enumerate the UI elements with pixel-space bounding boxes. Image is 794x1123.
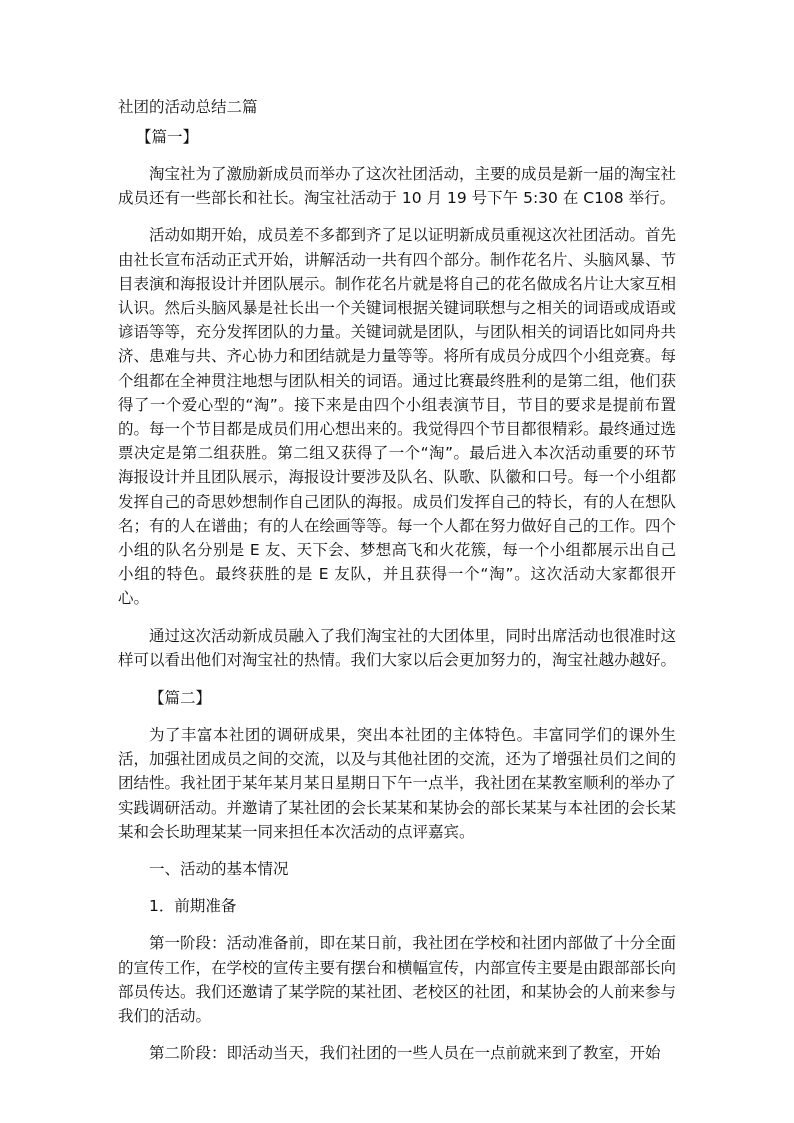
paragraph: 第二阶段：即活动当天，我们社团的一些人员在一点前就来到了教室，开始: [149, 1044, 661, 1063]
subheading: 一、活动的基本情况: [149, 860, 289, 879]
section-heading-part1: 【篇一】: [136, 128, 199, 146]
document-title: 社团的活动总结二篇: [118, 98, 258, 116]
paragraph: 淘宝社为了激励新成员而举办了这次社团活动，主要的成员是新一届的淘宝社成员还有一些部长和社长。淘宝社活动于 10 月 19 号下午 5:30 在 C108 举行。: [118, 165, 677, 208]
paragraph: 通过这次活动新成员融入了我们淘宝社的大团体里，同时出席活动也很准时这样可以看出他们对淘宝社的热情。我们大家以后会更加努力的，淘宝社越办越好。: [118, 626, 677, 669]
subheading: 1．前期准备: [149, 897, 237, 916]
document-body: [118, 94, 676, 1079]
paragraph: 第一阶段：活动准备前，即在某日前，我社团在学校和社团内部做了十分全面的宣传工作，在学校的宣传主要有摆台和横幅宣传，内部宣传主要是由跟部部长向部员传达。我们还邀请了某学院的某社团、老校区的社团，和某协会的人前来参与我们的活动。: [118, 934, 677, 1026]
section-heading-part2: 【篇二】: [149, 689, 212, 708]
paragraph: 为了丰富本社团的调研成果，突出本社团的主体特色。丰富同学们的课外生活，加强社团成员之间的交流，以及与其他社团的交流，还为了增强社员们之间的团结性。我社团于某年某月某日星期日下午一点半，我社团在某教室顺利的举办了实践调研活动。并邀请了某社团的会长某某和某协会的部长某某与本社团的会长某某和会长助理某某一同来担任本次活动的点评嘉宾。: [118, 726, 677, 841]
paragraph: 活动如期开始，成员差不多都到齐了足以证明新成员重视这次社团活动。首先由社长宣布活动正式开始，讲解活动一共有四个部分。制作花名片、头脑风暴、节目表演和海报设计并团队展示。制作花名片就是将自己的花名做成名片让大家互相认识。然后头脑风暴是社长出一个关键词根据关键词联想与之相关的词语或成语或谚语等等，充分发挥团队的力量。关键词就是团队，与团队相关的词语比如同舟共济、患难与共、齐心协力和团结就是力量等等。将所有成员分成四个小组竞赛。每个组都在全神贯注地想与团队相关的词语。通过比赛最终胜利的是第二组，他们获得了一个爱心型的“淘”。接下来是由四个小组表演节目，节目的要求是提前布置的。每一个节目都是成员们用心想出来的。我觉得四个节目都很精彩。最终通过选票决定是第二组获胜。第二组又获得了一个“淘”。最后进入本次活动重要的环节海报设计并且团队展示，海报设计要涉及队名、队歌、队徽和口号。每一个小组都发挥自己的奇思妙想制作自己团队的海报。成员们发挥自己的特长，有的人在想队名；有的人在谱曲；有的人在绘画等等。每一个人都在努力做好自己的工作。四个小组的队名分别是 E 友、天下会、梦想高飞和火花簇，每一个小组都展示出自己小组的特色。最终获胜的是 E 友队，并且获得一个“淘”。这次活动大家都很开心。: [118, 226, 677, 608]
